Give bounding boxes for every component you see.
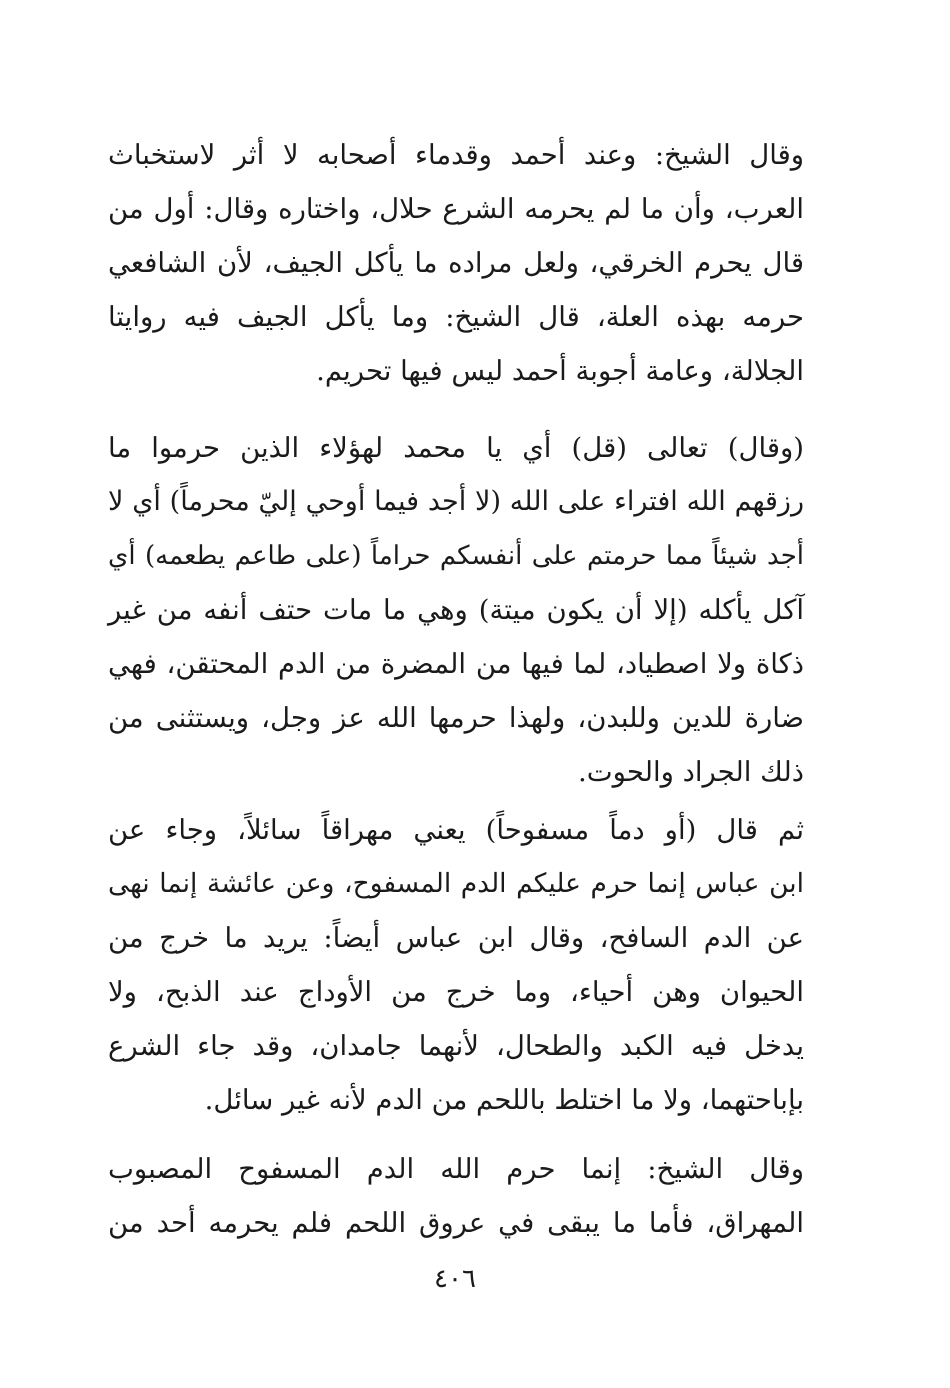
- text-line: ضارة للدين وللبدن، ولهذا حرمها الله عز وجل، ويستثنى من: [108, 702, 804, 734]
- text-line: الجلالة، وعامة أجوبة أحمد ليس فيها تحريم.: [316, 355, 804, 387]
- paragraph-2: [108, 421, 804, 799]
- text-line: العرب، وأن ما لم يحرمه الشرع حلال، واختاره وقال: أول من: [108, 193, 804, 225]
- text-line: حرمه بهذه العلة، قال الشيخ: وما يأكل الجيف فيه روايتا: [108, 301, 804, 333]
- text-line: ذكاة ولا اصطياد، لما فيها من المضرة من الدم المحتقن، فهي: [108, 648, 804, 680]
- text-line: الحيوان وهن أحياء، وما خرج من الأوداج عند الذبح، ولا: [108, 976, 804, 1008]
- text-line: أجد شيئاً مما حرمتم على أنفسكم حراماً (على طاعم يطعمه) أي: [108, 541, 804, 571]
- text-line: وقال الشيخ: إنما حرم الله الدم المسفوح المصبوب: [108, 1153, 804, 1185]
- paragraph-1: [108, 128, 804, 398]
- text-line: المهراق، فأما ما يبقى في عروق اللحم فلم يحرمه أحد من: [108, 1207, 804, 1239]
- text-line: وقال الشيخ: وعند أحمد وقدماء أصحابه لا أثر لاستخباث: [108, 139, 804, 171]
- text-line: عن الدم السافح، وقال ابن عباس أيضاً: يريد ما خرج من: [108, 922, 804, 954]
- text-line: آكل يأكله (إلا أن يكون ميتة) وهي ما مات حتف أنفه من غير: [108, 594, 804, 626]
- text-line: قال يحرم الخرقي، ولعل مراده ما يأكل الجيف، لأن الشافعي: [108, 247, 804, 279]
- text-line: بإباحتهما، ولا ما اختلط باللحم من الدم لأنه غير سائل.: [204, 1084, 804, 1116]
- text-line: رزقهم الله افتراء على الله (لا أجد فيما أوحي إليّ محرماً) أي لا: [108, 486, 804, 517]
- text-line: ذلك الجراد والحوت.: [577, 756, 804, 788]
- text-line: (وقال) تعالى (قل) أي يا محمد لهؤلاء الذين حرموا ما: [108, 432, 804, 464]
- page-number: ٤٠٦: [434, 1264, 476, 1294]
- paragraph-3: [108, 803, 804, 1127]
- text-line: يدخل فيه الكبد والطحال، لأنهما جامدان، وقد جاء الشرع: [108, 1030, 804, 1062]
- text-line: ابن عباس إنما حرم عليكم الدم المسفوح، وعن عائشة إنما نهى: [108, 868, 804, 899]
- text-line: ثم قال (أو دماً مسفوحاً) يعني مهراقاً سائلاً، وجاء عن: [108, 814, 804, 846]
- paragraph-4: [108, 1142, 804, 1250]
